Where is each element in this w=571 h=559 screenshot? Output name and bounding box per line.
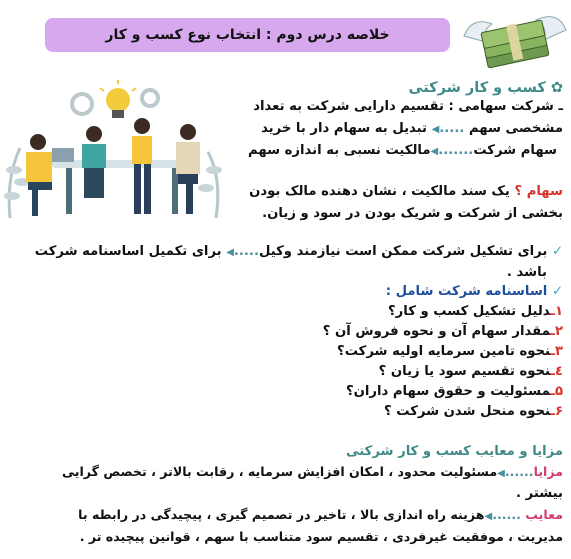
list-item: ۳ـنحوه تامین سرمایه اولیه شرکت؟ [337, 344, 563, 359]
dots-separator: ....... [438, 143, 474, 158]
list-item: ۲ـمقدار سهام آن و نحوه فروش آن ؟ [322, 324, 563, 339]
team-meeting-illustration [2, 78, 230, 226]
company-line-3: سهام شرکت.......◀مالکیت نسبی به اندازه سهم [248, 143, 557, 158]
arrow-icon: ◀ [431, 124, 440, 135]
lawyer-note-line-1: ✓ برای تشکیل شرکت ممکن است نیازمند وکیل.....◀ برای تکمیل اساسنامه شرکت [34, 244, 563, 259]
list-item: ٤ـنحوه تقسیم سود یا زیان ؟ [378, 364, 563, 379]
arrow-icon: ◀ [430, 146, 439, 157]
cons-line-1: معایب ......◀هزینه راه اندازی بالا ، تاخیر در تصمیم گیری ، پیچیدگی در رابطه با [78, 507, 563, 522]
section-heading-company: ✿ کسب و کار شرکتی [408, 80, 563, 96]
page-title: خلاصه درس دوم : انتخاب نوع کسب و کار [45, 18, 450, 52]
dots-separator: ..... [439, 121, 465, 136]
pros-cons-heading: مزایا و معایب کسب و کار شرکتی [345, 444, 563, 459]
dots-separator: ...... [504, 464, 534, 479]
arrow-icon: ◀ [484, 511, 493, 522]
dots-separator: ...... [492, 507, 521, 522]
list-item: ۱ـدلیل تشکیل کسب و کار؟ [388, 304, 563, 319]
company-line-1: ـ شرکت سهامی : تقسیم دارایی شرکت به تعداد [253, 99, 563, 114]
list-item: ۵ـمسئولیت و حقوق سهام داران؟ [346, 384, 563, 399]
lawyer-note-line-2: باشد . [506, 265, 547, 280]
pros-line-1: مزایا......◀مسئولیت محدود ، امکان افزایش سرمایه ، رقابت بالاتر ، تخصص گرایی [62, 464, 563, 479]
cons-line-2: مدیریت ، موفقیت غیرفردی ، تقسیم سود متناسب با سهم ، قوانین پیچیده تر . [79, 529, 563, 544]
charter-heading: ✓ اساسنامه شرکت شامل : [385, 284, 563, 299]
pros-line-2: بیشتر . [516, 486, 563, 501]
gear-icon: ✿ [550, 80, 563, 96]
arrow-icon: ◀ [497, 468, 505, 479]
money-stack-icon [462, 2, 568, 78]
share-definition-line-1: سهام ؟ یک سند مالکیت ، نشان دهنده مالک بودن [249, 184, 563, 199]
check-icon: ✓ [551, 284, 563, 299]
company-line-2: مشخصی سهم .....◀ تبدیل به سهام دار با خرید [261, 121, 563, 136]
arrow-icon: ◀ [226, 247, 234, 258]
dots-separator: ..... [233, 244, 259, 259]
share-definition-line-2: بخشی از شرکت و شریک بودن در سود و زیان. [262, 206, 563, 221]
check-icon: ✓ [551, 244, 563, 259]
list-item: ۶ـنحوه منحل شدن شرکت ؟ [384, 404, 563, 419]
